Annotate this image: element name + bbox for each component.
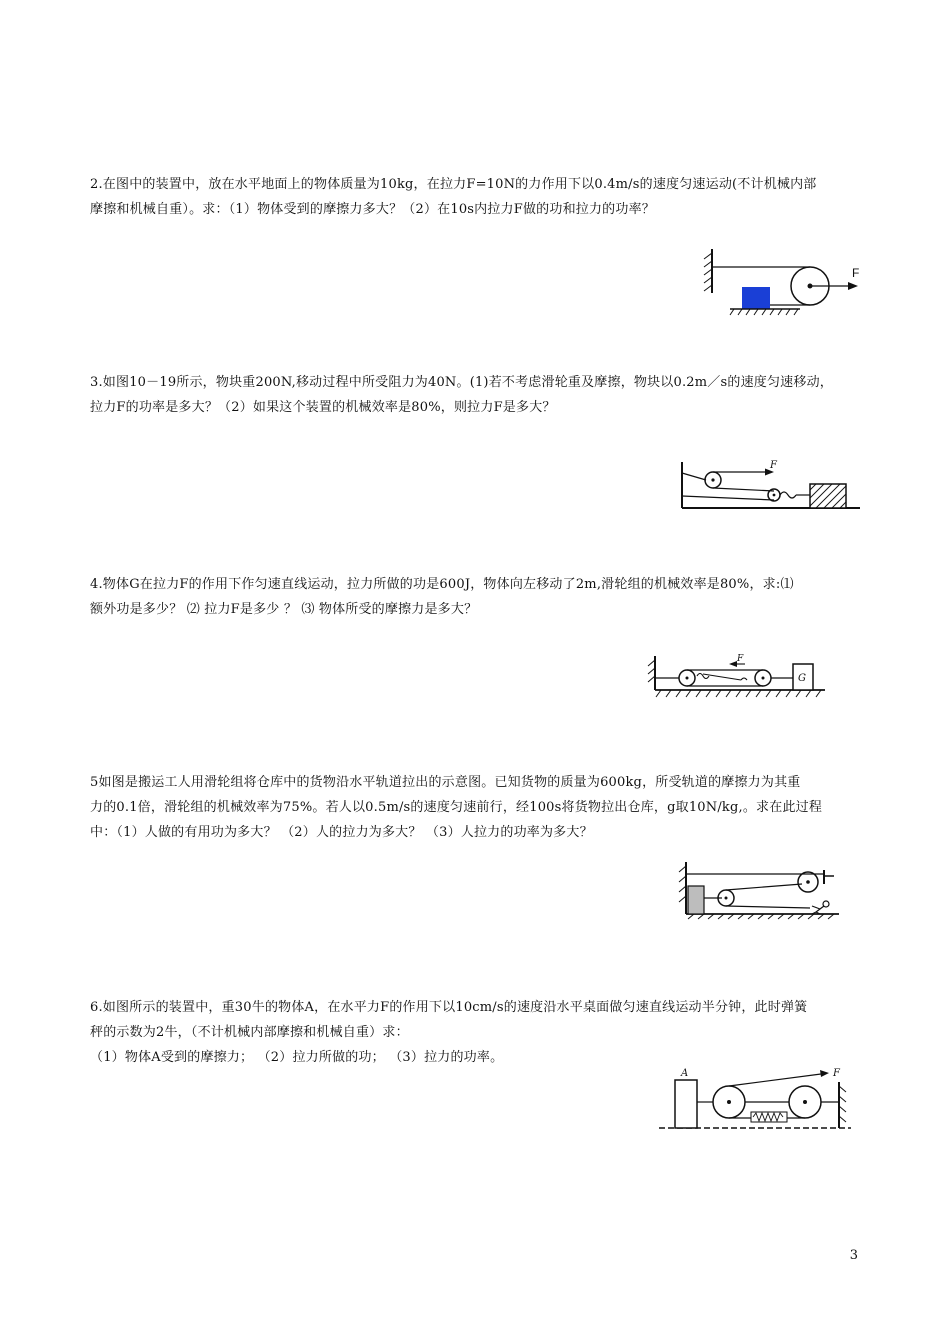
problem-6	[90, 995, 880, 1070]
grey-cargo-block	[688, 886, 704, 914]
problem-3	[90, 370, 880, 420]
force-label-f: F	[852, 266, 860, 280]
problem-4-line-2: 额外功是多少？ ⑵ 拉力F是多少 ？ ⑶ 物体所受的摩擦力是多大？	[90, 602, 478, 617]
problem-6-line-1: 6.如图所示的装置中，重30牛的物体A，在水平力F的作用下以10cm/s的速度沿水平桌面做匀速直线运动半分钟，此时弹簧	[90, 1000, 808, 1015]
figure-problem-4	[645, 652, 840, 704]
problem-2-line-2: 摩擦和机械自重）。求：（1）物体受到的摩擦力多大？（2）在10s内拉力F做的功和拉力的功率？	[90, 202, 655, 217]
problem-5-line-1: 5如图是搬运工人用滑轮组将仓库中的货物沿水平轨道拉出的示意图。已知货物的质量为600kg，所受轨道的摩擦力为其重	[90, 775, 801, 790]
spring-scale	[751, 1112, 787, 1122]
force-label-f: F	[737, 654, 744, 664]
problem-4-line-1: 4.物体G在拉力F的作用下作匀速直线运动，拉力所做的功是600J，物体向左移动了2m,滑轮组的机械效率是80%，求:⑴	[90, 577, 794, 592]
problem-5-line-3: 中：（1）人做的有用功为多大？ （2）人的拉力为多大？ （3）人拉力的功率为多大？	[90, 825, 593, 840]
figure-problem-5	[674, 858, 844, 920]
block-label-a: A	[681, 1068, 689, 1079]
problem-4	[90, 572, 880, 622]
force-label-f: F	[770, 460, 777, 471]
blue-block	[742, 287, 770, 309]
figure-problem-3	[676, 458, 866, 516]
figure-problem-6	[655, 1062, 855, 1134]
problem-6-line-2: 秤的示数为2牛，（不计机械内部摩擦和机械自重）求：	[90, 1025, 409, 1040]
problem-5	[90, 770, 880, 845]
worker-figure	[812, 901, 829, 914]
problem-2-line-1: 2.在图中的装置中，放在水平地面上的物体质量为10kg，在拉力F=10N的力作用下以0.4m/s的速度匀速运动(不计机械内部	[90, 177, 817, 192]
problem-3-line-1: 3.如图10－19所示，物块重200N,移动过程中所受阻力为40N。(1)若不考虑滑轮重及摩擦，物块以0.2m／s的速度匀速移动，	[90, 375, 833, 390]
problem-3-line-2: 拉力F的功率是多大？（2）如果这个装置的机械效率是80%，则拉力F是多大？	[90, 400, 556, 415]
figure-problem-2	[700, 245, 870, 320]
block-a	[675, 1080, 697, 1128]
problem-5-line-2: 力的0.1倍，滑轮组的机械效率为75%。若人以0.5m/s的速度匀速前行，经100s将货物拉出仓库，g取10N/kg,。求在此过程	[90, 800, 823, 815]
block-label-g: G	[798, 673, 806, 684]
force-label-f: F	[833, 1068, 840, 1079]
problem-6-line-3: （1）物体A受到的摩擦力； （2）拉力所做的功； （3）拉力的功率。	[90, 1050, 504, 1065]
problem-2	[90, 172, 880, 222]
page-number: 3	[849, 1248, 858, 1263]
